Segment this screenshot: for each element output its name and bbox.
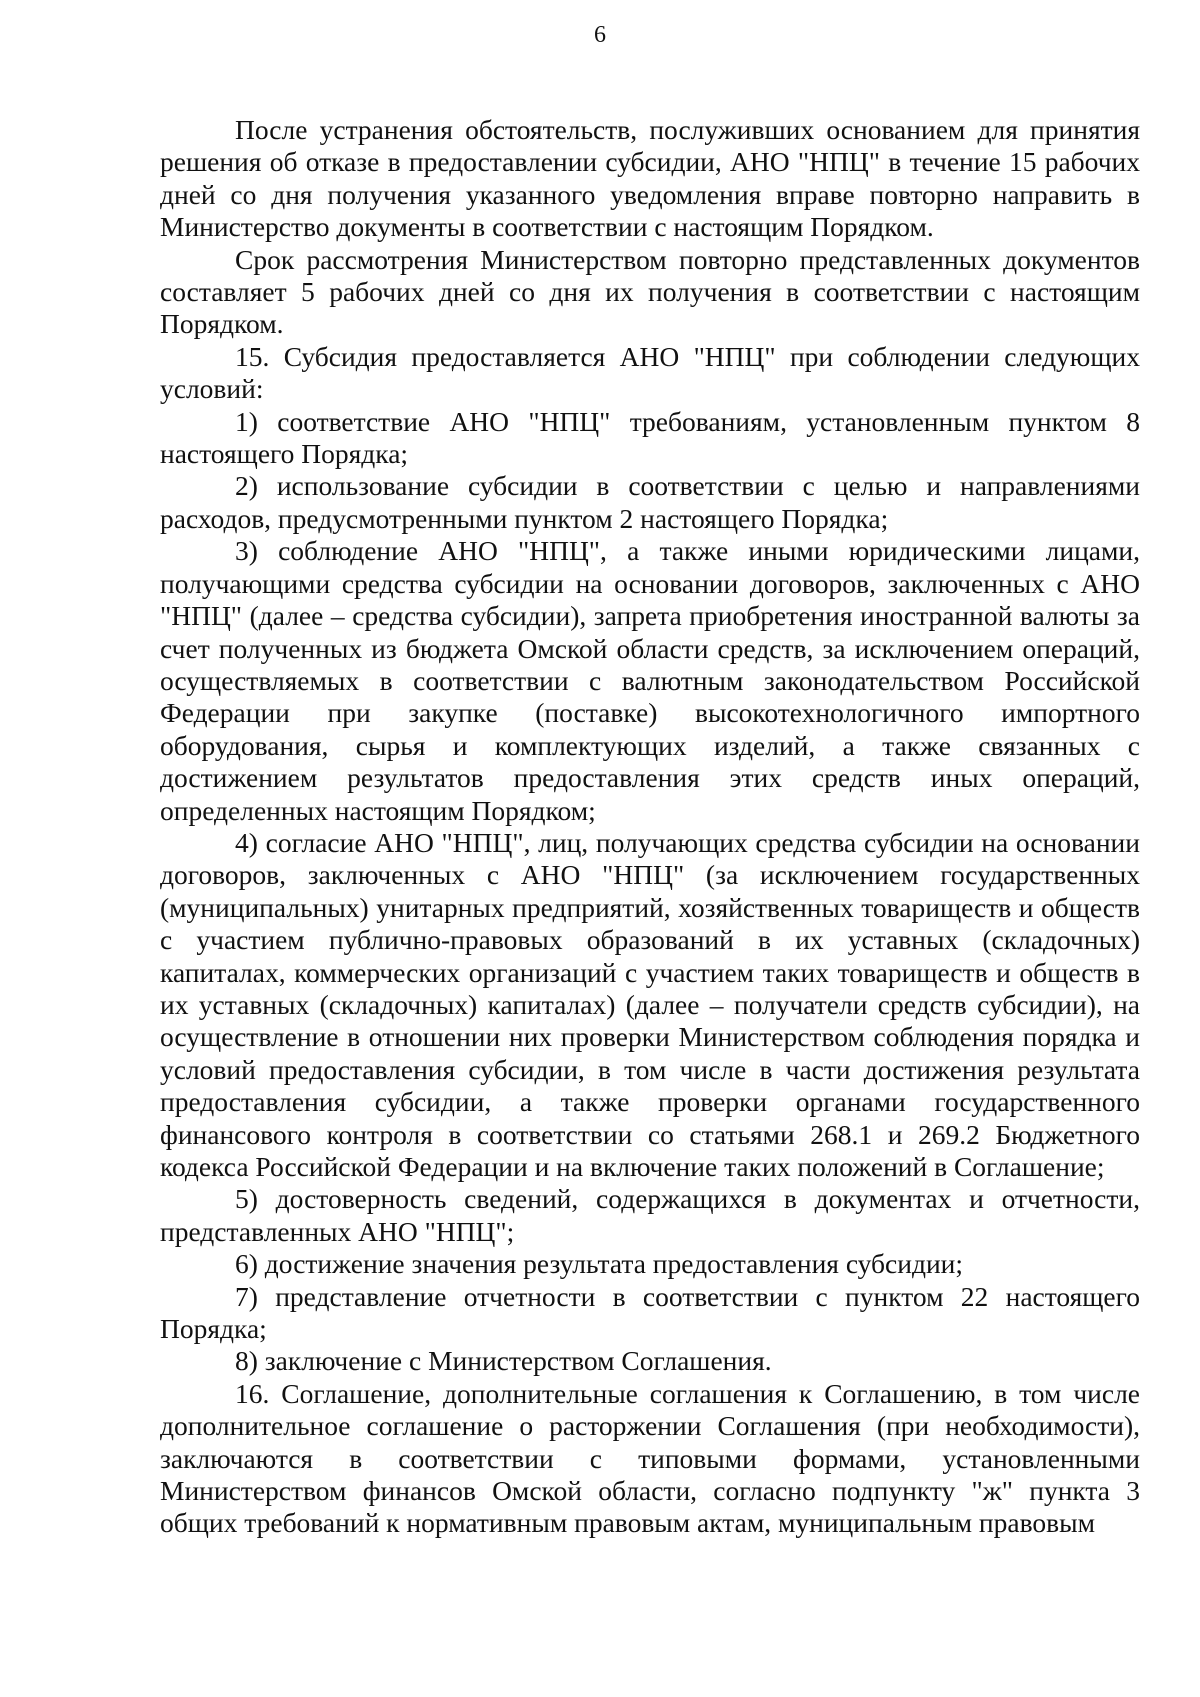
paragraph-clause-16: 16. Соглашение, дополнительные соглашения к Соглашению, в том числе дополнительное соглашение о расторжении Соглашения (при необходимости), заключаются в соответствии с типовыми формами, установленными Министерством финансов Омской области, согласно подпункту "ж" пункта 3 общих требований к нормативным правовым актам, муниципальным правовым xyxy=(160,1377,1140,1539)
condition-item-8: 8) заключение с Министерством Соглашения. xyxy=(235,1345,772,1377)
condition-item-5: 5) достоверность сведений, содержащихся в документах и отчетности, представленных АНО "НПЦ"; xyxy=(160,1183,1140,1247)
paragraph-review-period: Срок рассмотрения Министерством повторно представленных документов составляет 5 рабочих дней со дня их получения в соответствии с настоящим Порядком. xyxy=(160,243,1140,340)
condition-item-2: 2) использование субсидии в соответствии с целью и направлениями расходов, предусмотренными пунктом 2 настоящего Порядка; xyxy=(160,470,1140,534)
paragraph-clause-15: 15. Субсидия предоставляется АНО "НПЦ" при соблюдении следующих условий: xyxy=(160,340,1140,405)
document-body xyxy=(160,114,1140,1540)
condition-item-1: 1) соответствие АНО "НПЦ" требованиям, установленным пунктом 8 настоящего Порядка; xyxy=(160,405,1140,470)
condition-item-6: 6) достижение значения результата предоставления субсидии; xyxy=(235,1248,964,1280)
condition-item-7: 7) представление отчетности в соответствии с пунктом 22 настоящего Порядка; xyxy=(160,1280,1140,1345)
paragraph-resubmission: После устранения обстоятельств, послуживших основанием для принятия решения об отказе в предоставлении субсидии, АНО "НПЦ" в течение 15 рабочих дней со дня получения указанного уведомления вправе повторно направить в Министерство документы в соответствии с настоящим Порядком. xyxy=(160,114,1140,243)
page-number: 6 xyxy=(594,22,606,48)
condition-item-4: 4) согласие АНО "НПЦ", лиц, получающих средства субсидии на основании договоров, заключенных с АНО "НПЦ" (за исключением государственных (муниципальных) унитарных предприятий, хозяйственных товариществ и обществ с участием публично-правовых образований в их уставных (складочных) капиталах, коммерческих организаций с участием таких товариществ и обществ в их уставных (складочных) капиталах) (далее – получатели средств субсидии), на осуществление в отношении них проверки Министерством соблюдения порядка и условий предоставления субсидии, в том числе в части достижения результата предоставления субсидии, а также проверки органами государственного финансового контроля в соответствии со статьями 268.1 и 269.2 Бюджетного кодекса Российской Федерации и на включение таких положений в Соглашение; xyxy=(160,826,1140,1182)
condition-item-3: 3) соблюдение АНО "НПЦ", а также иными юридическими лицами, получающими средства субсидии на основании договоров, заключенных с АНО "НПЦ" (далее – средства субсидии), запрета приобретения иностранной валюты за счет полученных из бюджета Омской области средств, за исключением операций, осуществляемых в соответствии с валютным законодательством Российской Федерации при закупке (поставке) высокотехнологичного импортного оборудования, сырья и комплектующих изделий, а также связанных с достижением результатов предоставления этих средств иных операций, определенных настоящим Порядком; xyxy=(160,535,1140,826)
